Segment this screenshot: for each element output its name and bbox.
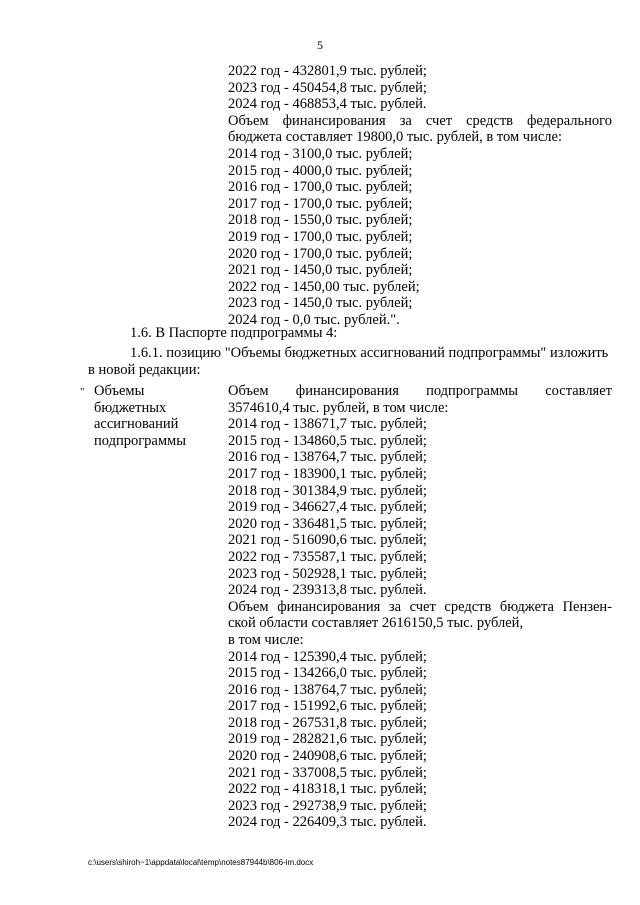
year-line: 2024 год - 468853,4 тыс. рублей. [228,96,427,113]
word: счет [425,112,453,129]
year-line: 2016 год - 138764,7 тыс. рублей; [228,681,427,698]
year-line: 2022 год - 735587,1 тыс. рублей; [228,548,427,565]
word: Объем [228,383,269,399]
year-line: 2019 год - 1700,0 тыс. рублей; [228,228,413,245]
word: бюджета [499,598,554,615]
year-line: 2022 год - 418318,1 тыс. рублей; [228,781,427,798]
year-line: 2018 год - 301384,9 тыс. рублей; [228,482,427,499]
year-line: 2022 год - 432801,9 тыс. рублей; [228,63,427,79]
file-path-footer: c:\users\shiroh~1\appdata\local\temp\notes87944b\806-im.docx [88,858,314,867]
label-line: бюджетных [94,399,167,416]
year-line: 2022 год - 1450,00 тыс. рублей; [228,278,420,295]
word: счет [409,598,436,615]
year-line: 2023 год - 1450,0 тыс. рублей; [228,295,413,312]
year-line: 2019 год - 346627,4 тыс. рублей; [228,499,427,516]
word: Объем [228,112,269,129]
year-line: 2023 год - 502928,1 тыс. рублей; [228,565,427,582]
year-line: 2016 год - 1700,0 тыс. рублей; [228,179,413,196]
year-line: 2024 год - 0,0 тыс. рублей.". [228,311,400,328]
label-line: ассигнований [94,416,179,433]
year-line: 2021 год - 1450,0 тыс. рублей; [228,262,413,279]
federal-intro-line [228,113,612,130]
total-intro-line2: 3574610,4 тыс. рублей, в том числе: [228,399,449,416]
year-line: 2021 год - 516090,6 тыс. рублей; [228,532,427,549]
word: финансирования [295,383,399,399]
label-line: Объемы [94,383,145,399]
year-line: 2018 год - 1550,0 тыс. рублей; [228,212,413,229]
year-line: 2016 год - 138764,7 тыс. рублей; [228,449,427,466]
year-line: 2024 год - 239313,8 тыс. рублей. [228,582,427,599]
federal-intro-line2: бюджета составляет 19800,0 тыс. рублей, в том числе: [228,129,562,146]
year-line: 2024 год - 226409,3 тыс. рублей. [228,814,427,831]
word: средств [444,598,492,615]
word: за [388,598,402,615]
year-line: 2020 год - 336481,5 тыс. рублей; [228,515,427,532]
year-line: 2015 год - 134266,0 тыс. рублей; [228,665,427,682]
word: финансирования [277,598,381,615]
word: финансирования [282,112,386,129]
year-line: 2014 год - 3100,0 тыс. рублей; [228,145,413,162]
year-line: 2015 год - 4000,0 тыс. рублей; [228,162,413,179]
regional-intro-line [228,599,612,616]
word: за [399,112,412,129]
table-left-cell [94,383,219,449]
year-line: 2014 год - 138671,7 тыс. рублей; [228,416,427,433]
year-line: 2015 год - 134860,5 тыс. рублей; [228,432,427,449]
open-quote: " [80,386,85,398]
year-line: 2017 год - 183900,1 тыс. рублей; [228,465,427,482]
regional-intro-line3: в том числе: [228,631,304,648]
table-right-cell [228,383,612,831]
instruction-line: 1.6.1. позицию "Объемы бюджетных ассигнований подпрограммы" изложить [130,345,609,361]
year-line: 2021 год - 337008,5 тыс. рублей; [228,764,427,781]
top-funding-block [228,63,612,329]
year-line: 2020 год - 240908,6 тыс. рублей; [228,748,427,765]
instruction-line-2: в новой редакции: [88,362,201,378]
word: Объем [228,598,269,615]
label-line: подпрограммы [94,432,186,449]
year-line: 2017 год - 1700,0 тыс. рублей; [228,195,413,212]
year-line: 2017 год - 151992,6 тыс. рублей; [228,698,427,715]
year-line: 2014 год - 125390,4 тыс. рублей; [228,648,427,665]
word: составляет [545,383,612,399]
regional-intro-line2: ской области составляет 2616150,5 тыс. рублей, [228,615,524,632]
section-heading: 1.6. В Паспорте подпрограммы 4: [130,325,338,341]
word: подпрограммы [426,383,519,399]
word: федерального [527,112,612,129]
year-line: 2020 год - 1700,0 тыс. рублей; [228,245,413,262]
year-line: 2023 год - 292738,9 тыс. рублей; [228,797,427,814]
year-line: 2023 год - 450454,8 тыс. рублей; [228,79,427,96]
word: Пензен- [562,598,612,615]
total-intro-line [228,383,612,400]
page-number: 5 [317,38,323,52]
year-line: 2019 год - 282821,6 тыс. рублей; [228,731,427,748]
word: средств [466,112,514,129]
year-line: 2018 год - 267531,8 тыс. рублей; [228,714,427,731]
